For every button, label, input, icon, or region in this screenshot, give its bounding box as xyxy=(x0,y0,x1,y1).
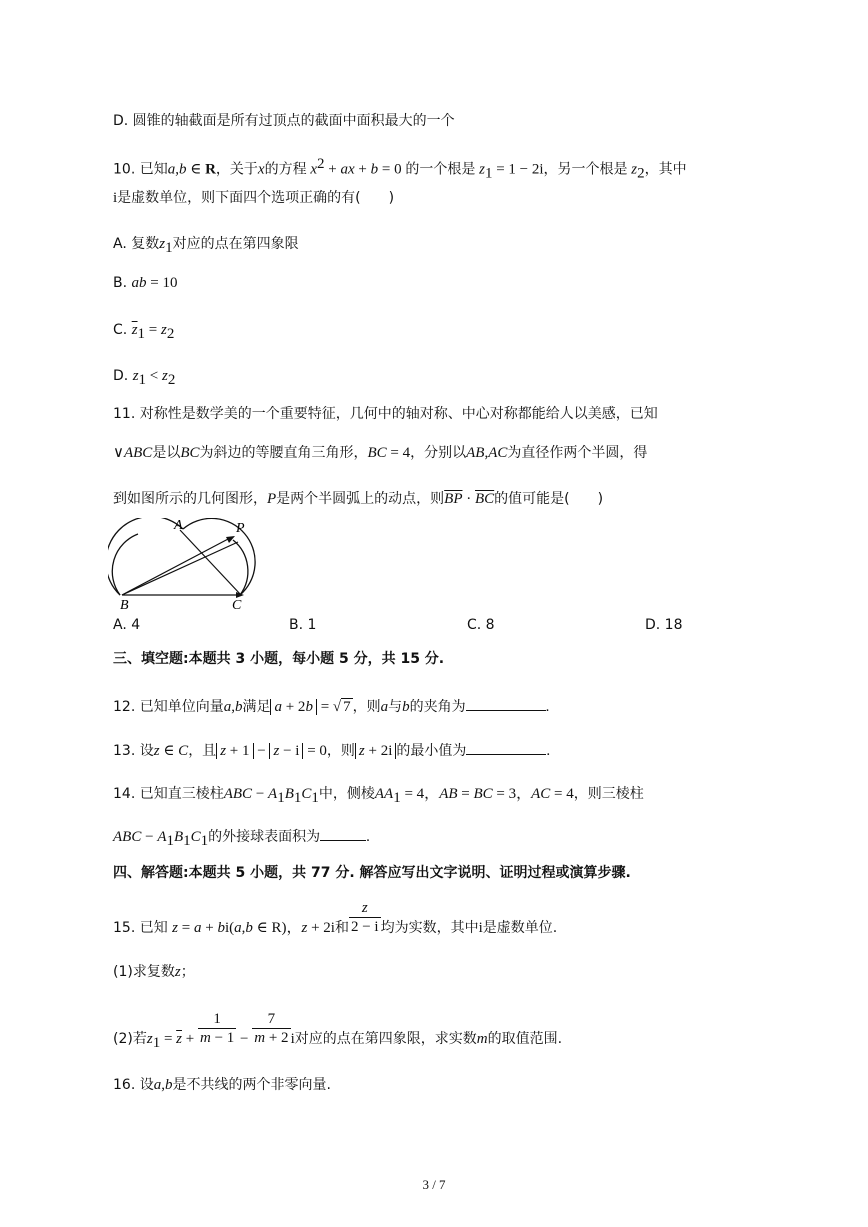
q12-stem: 12. 已知单位向量a,b满足 a + 2b = √ 7 ，则a与b的夹角为 . xyxy=(113,696,549,717)
q11-stem-line1: 11. 对称性是数学美的一个重要特征，几何中的轴对称、中心对称都能给人以美感，已知 xyxy=(113,406,658,422)
q10-stem-line1: 10. 已知a,b ∈ R，关于x的方程 $x^2$ + ax + b = 0 的一个根是 $z_1 = 1 - 2i$，另一个根是 $z_2$，其中 xyxy=(113,156,687,182)
q13-stem: 13. 设z ∈ C，且 z + 1 − z − i = 0，则 z + 2i 的最小值为 . xyxy=(113,740,550,761)
q14-stem-line1: 14. 已知直三棱柱ABC − $A_1B_1C_1$中，侧棱$AA_1 = 4$，AB = BC = 3，AC = 4，则三棱柱 xyxy=(113,786,644,806)
q11-stem-line2: ∨ABC是以BC为斜边的等腰直角三角形，BC = 4，分别以AB,AC为直径作两个半圆，得 xyxy=(113,445,648,461)
q14-stem-line2: ABC − $A_1B_1C_1$的外接球表面积为 . xyxy=(113,826,370,851)
label-b: B xyxy=(120,598,129,612)
vector-bp xyxy=(122,542,238,595)
q11-option-d: D. 18 xyxy=(645,617,683,633)
segment-ac xyxy=(180,530,241,595)
section-3-heading: 三、填空题:本题共 3 小题，每小题 5 分，共 15 分. xyxy=(113,651,445,667)
arc-outer-left xyxy=(112,534,138,595)
q16-stem: 16. 设a,b是不共线的两个非零向量. xyxy=(113,1077,331,1093)
label-a: A xyxy=(174,518,183,533)
q15-part1: (1)求复数z； xyxy=(113,964,195,980)
q10-option-c: C. $\overline{z}_1 = z_2$ xyxy=(113,322,175,342)
page-number: 3 / 7 xyxy=(422,1177,446,1192)
q11-figure xyxy=(108,518,268,612)
q9-option-d: D. 圆锥的轴截面是所有过顶点的截面中面积最大的一个 xyxy=(113,113,455,129)
q11-stem-line3: 到如图所示的几何图形，P是两个半圆弧上的动点，则$\overline{BP} \cdot \overline{BC}$的值可能是( ) xyxy=(113,491,604,507)
arrowhead-ba xyxy=(226,536,235,543)
q10-option-b: B. ab = 10 xyxy=(113,275,178,291)
q10-option-d: D. $z_1 < z_2$ xyxy=(113,368,176,388)
q11-option-a: A. 4 xyxy=(113,617,141,633)
label-c: C xyxy=(232,598,242,612)
q15-stem: 15. 已知 z = a + bi(a,b ∈ R)，z + 2i和 $\frac{z}{2 - i}$ 均为实数，其中i是虚数单位. xyxy=(113,899,558,936)
q10-option-a: A. 复数$z_1$对应的点在第四象限 xyxy=(113,236,299,256)
q11-option-b: B. 1 xyxy=(289,617,317,633)
semicircle-ab xyxy=(108,518,183,595)
q10-stem-line2: i是虚数单位，则下面四个选项正确的有( ) xyxy=(113,190,395,206)
label-p: P xyxy=(236,521,245,536)
arc-outer-right xyxy=(233,540,248,595)
q15-part2: (2)若$z_1 = \overline{z}$ + $\frac{1}{m - 1}$ − $\frac{7}{m + 2}$ i对应的点在第四象限，求实数m的取值范围. xyxy=(113,1010,563,1051)
section-4-heading: 四、解答题:本题共 5 小题，共 77 分. 解答应写出文字说明、证明过程或演算步骤. xyxy=(113,865,631,881)
q11-option-c: C. 8 xyxy=(467,617,495,633)
